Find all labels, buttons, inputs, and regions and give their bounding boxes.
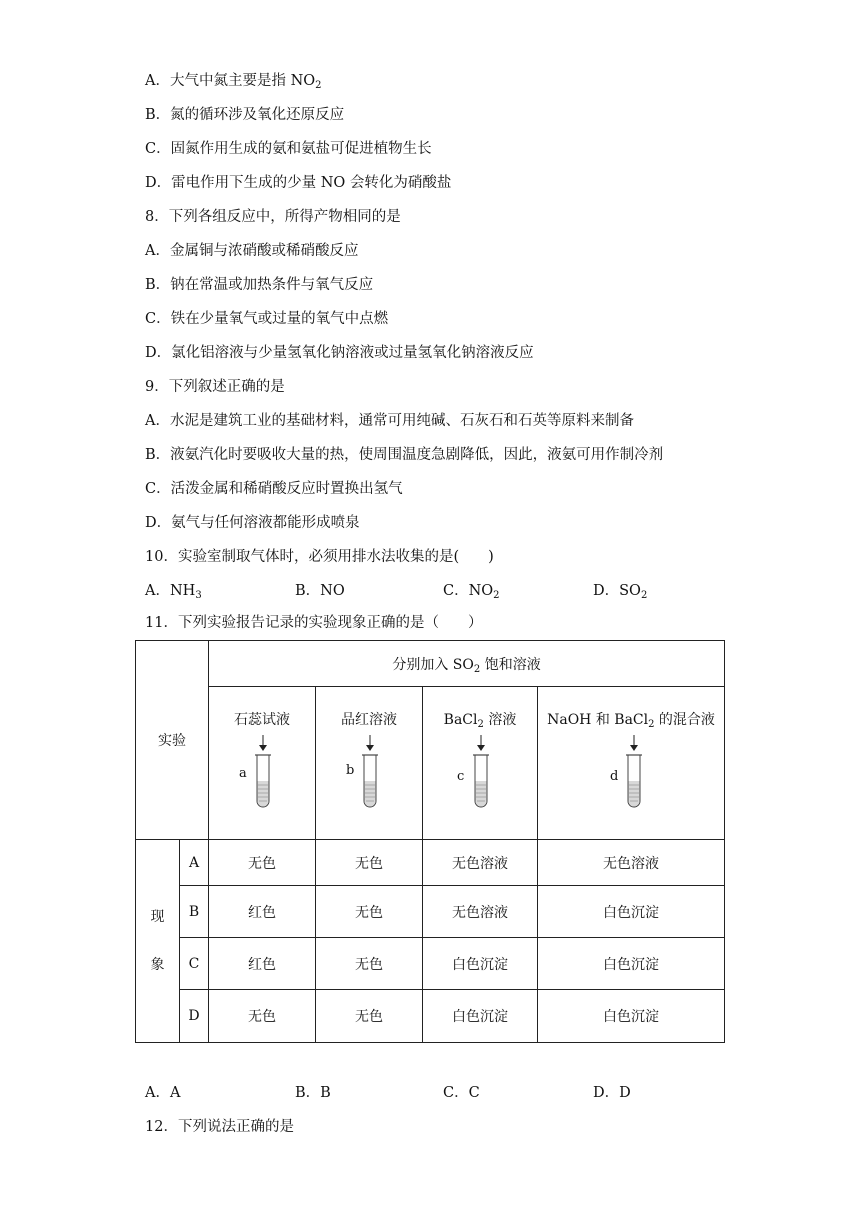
test-tube-b bbox=[316, 729, 422, 829]
phenomenon-label-cell bbox=[136, 840, 180, 1043]
q8-option-c: C．铁在少量氧气或过量的氧气中点燃 bbox=[145, 311, 389, 327]
q8-stem: 8．下列各组反应中，所得产物相同的是 bbox=[145, 209, 401, 225]
tube-letter: d bbox=[610, 769, 619, 784]
row-option: A bbox=[180, 840, 209, 886]
q10-stem: 10．实验室制取气体时，必须用排水法收集的是( ) bbox=[145, 549, 494, 565]
reagent-label: BaCl$_2$ 溶液 bbox=[443, 712, 517, 730]
table-cell: 无色 bbox=[316, 938, 423, 990]
q10-option-a: A．$NH_3$ bbox=[145, 583, 202, 601]
phenomenon-label: 象 bbox=[150, 957, 165, 973]
q7-option-c: C．固氮作用生成的氨和氨盐可促进植物生长 bbox=[145, 141, 432, 157]
q9-option-b: B．液氨汽化时要吸收大量的热，使周围温度急剧降低，因此，液氨可用作制冷剂 bbox=[145, 447, 664, 463]
option-text: 大气中氮主要是指 NO bbox=[169, 73, 316, 89]
q7-option-d: D．雷电作用下生成的少量 NO 会转化为硝酸盐 bbox=[145, 175, 452, 191]
table-row bbox=[136, 990, 725, 1043]
option-label: A． bbox=[145, 73, 170, 89]
q10-option-c: C．$NO_2$ bbox=[443, 583, 500, 601]
q8-option-a: A．金属铜与浓硝酸或稀硝酸反应 bbox=[145, 243, 359, 259]
q11-option-d: D．D bbox=[593, 1085, 631, 1101]
table-row bbox=[136, 938, 725, 990]
row-option: D bbox=[180, 990, 209, 1043]
q9-option-d: D．氨气与任何溶液都能形成喷泉 bbox=[145, 515, 360, 531]
row-option: C bbox=[180, 938, 209, 990]
table-cell: 白色沉淀 bbox=[538, 886, 725, 938]
table-cell: 白色沉淀 bbox=[423, 990, 538, 1043]
q7-option-b: B．氮的循环涉及氧化还原反应 bbox=[145, 107, 345, 123]
q9-option-c: C．活泼金属和稀硝酸反应时置换出氢气 bbox=[145, 481, 403, 497]
test-tube-d bbox=[538, 729, 724, 829]
subscript: 2 bbox=[315, 80, 322, 91]
table-cell: 无色 bbox=[316, 840, 423, 886]
reagent-label: NaOH 和 BaCl$_2$ 的混合液 bbox=[547, 712, 715, 730]
q11-option-c: C．C bbox=[443, 1085, 480, 1101]
q11-stem: 11．下列实验报告记录的实验现象正确的是（ ） bbox=[145, 615, 483, 631]
reagent-label: 品红溶液 bbox=[341, 712, 397, 728]
table-cell: 红色 bbox=[209, 886, 316, 938]
test-tube-icon bbox=[624, 735, 644, 815]
q7-option-a bbox=[145, 71, 322, 91]
reagent-cell-b bbox=[316, 687, 423, 840]
q12-stem: 12．下列说法正确的是 bbox=[145, 1119, 294, 1135]
q9-stem: 9．下列叙述正确的是 bbox=[145, 379, 285, 395]
reagent-cell-c bbox=[423, 687, 538, 840]
q11-option-b: B．B bbox=[295, 1085, 331, 1101]
table-cell: 无色溶液 bbox=[538, 840, 725, 886]
table-cell: 红色 bbox=[209, 938, 316, 990]
test-tube-icon bbox=[471, 735, 491, 815]
test-tube-c bbox=[423, 729, 537, 829]
table-cell: 无色 bbox=[209, 840, 316, 886]
table-cell: 无色 bbox=[209, 990, 316, 1043]
table-cell: 无色溶液 bbox=[423, 840, 538, 886]
reagent-cell-d bbox=[538, 687, 725, 840]
table-cell: 无色 bbox=[316, 990, 423, 1043]
test-tube-icon bbox=[360, 735, 380, 815]
tube-letter: c bbox=[457, 769, 465, 784]
table-header: 分别加入 $SO_2$ 饱和溶液 bbox=[209, 641, 725, 687]
reagent-cell-a bbox=[209, 687, 316, 840]
table-cell: 白色沉淀 bbox=[538, 990, 725, 1043]
experiment-label: 实验 bbox=[158, 733, 186, 749]
q10-option-b: B．NO bbox=[295, 583, 345, 599]
table-cell: 白色沉淀 bbox=[423, 938, 538, 990]
q8-option-d: D．氯化铝溶液与少量氢氧化钠溶液或过量氢氧化钠溶液反应 bbox=[145, 345, 534, 361]
reagent-label: 石蕊试液 bbox=[234, 712, 290, 728]
test-tube-icon bbox=[253, 735, 273, 815]
phenomenon-label: 现 bbox=[150, 909, 165, 925]
tube-letter: b bbox=[346, 763, 355, 778]
table-row bbox=[136, 840, 725, 886]
table-cell: 无色溶液 bbox=[423, 886, 538, 938]
q8-option-b: B．钠在常温或加热条件与氧气反应 bbox=[145, 277, 374, 293]
table-cell: 无色 bbox=[316, 886, 423, 938]
q10-option-d: D．$SO_2$ bbox=[593, 583, 648, 601]
row-option: B bbox=[180, 886, 209, 938]
tube-letter: a bbox=[239, 766, 247, 781]
experiment-label-cell bbox=[136, 641, 209, 840]
q9-option-a: A．水泥是建筑工业的基础材料，通常可用纯碱、石灰石和石英等原料来制备 bbox=[145, 413, 634, 429]
table-cell: 白色沉淀 bbox=[538, 938, 725, 990]
test-tube-a bbox=[209, 729, 315, 829]
table-row bbox=[136, 886, 725, 938]
q11-option-a: A．A bbox=[145, 1085, 181, 1101]
experiment-table bbox=[135, 640, 725, 1043]
